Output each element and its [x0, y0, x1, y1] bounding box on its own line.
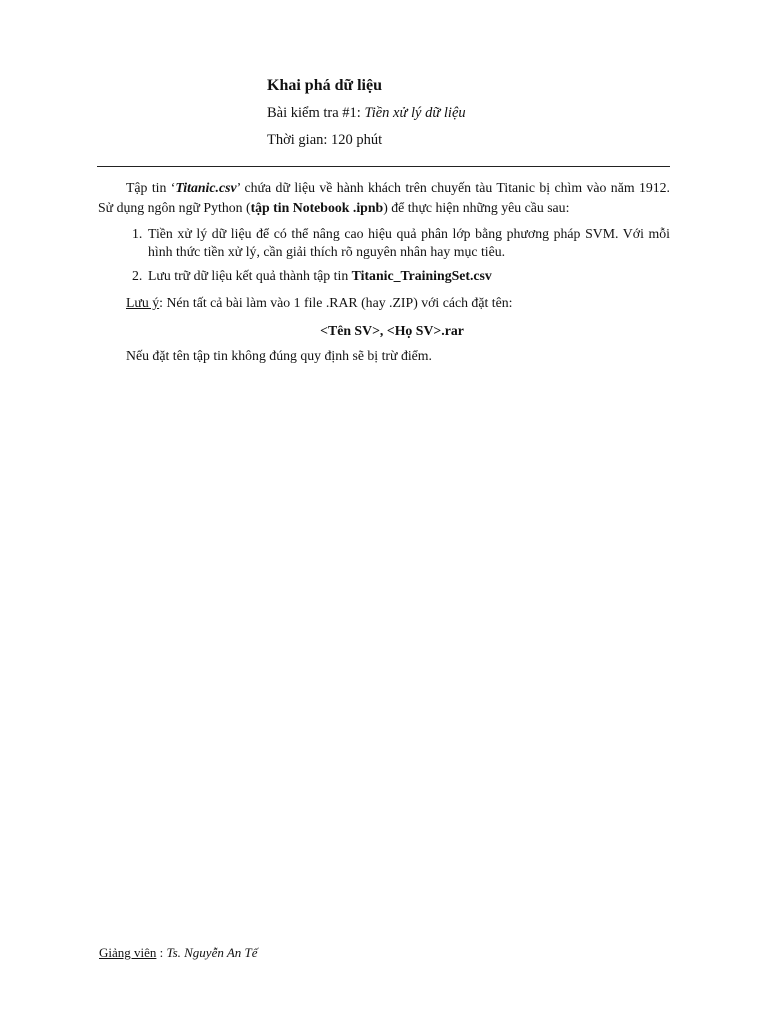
intro-file-name: Titanic.csv — [175, 180, 237, 195]
exam-duration: Thời gian: 120 phút — [267, 132, 383, 148]
exam-prefix: Bài kiểm tra #1: — [267, 105, 365, 121]
header-divider — [97, 166, 670, 167]
task-number: 2. — [132, 268, 143, 283]
filename-format: <Tên SV>, <Họ SV>.rar — [320, 322, 464, 338]
document-body — [98, 178, 670, 366]
intro-part-2: ’ chứa dữ liệu về hành khách trên chuyến tàu Titanic bị chìm vào năm 1912. Sử dụng ngôn ngữ Python ( — [98, 180, 670, 215]
intro-part-3: ) để thực hiện những yêu cầu sau: — [383, 199, 570, 215]
task-text: Lưu trữ dữ liệu kết quả thành tập tin — [148, 268, 352, 283]
intro-paragraph — [98, 178, 670, 217]
note-label: Lưu ý — [126, 295, 160, 310]
intro-notebook-label: tập tin Notebook .ipnb — [250, 199, 384, 215]
task-item-2 — [98, 267, 670, 285]
exam-title — [267, 104, 687, 122]
exam-topic: Tiền xử lý dữ liệu — [364, 105, 466, 121]
note-paragraph — [98, 293, 670, 313]
instructor-separator: : — [156, 945, 167, 960]
course-title: Khai phá dữ liệu — [267, 77, 382, 94]
document-header — [267, 76, 687, 158]
task-list — [98, 225, 670, 285]
intro-part-1: Tập tin ‘ — [126, 180, 176, 195]
output-file-name: Titanic_TrainingSet.csv — [351, 268, 492, 283]
task-number: 1. — [132, 226, 143, 241]
instructor-label: Giảng viên — [99, 945, 157, 960]
note-colon: : — [159, 295, 163, 310]
task-text: Tiền xử lý dữ liệu để có thể nâng cao hiệu quả phân lớp bằng phương pháp SVM. Với mỗi hình thức tiền xử lý, cần giải thích rõ nguyên nhân hay mục tiêu. — [148, 226, 670, 259]
warning-text: Nếu đặt tên tập tin không đúng quy định sẽ bị trừ điểm. — [126, 348, 432, 363]
instructor-footer — [99, 944, 258, 962]
instructor-name: Ts. Nguyễn An Tế — [166, 945, 258, 960]
note-text: Nén tất cả bài làm vào 1 file .RAR (hay .ZIP) với cách đặt tên: — [163, 295, 513, 310]
task-item-1 — [98, 225, 670, 261]
